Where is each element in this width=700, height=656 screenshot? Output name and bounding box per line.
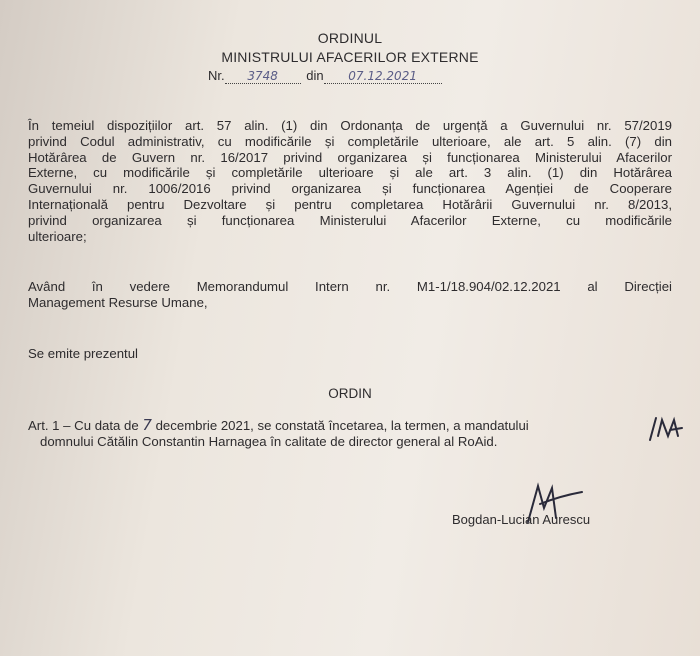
registration-line: [208, 68, 442, 84]
registration-number: 3748: [247, 69, 278, 83]
issuance-statement: Se emite prezentul: [28, 346, 138, 361]
article-text: decembrie 2021, se constată încetarea, la termen, a mandatului: [155, 418, 529, 433]
legal-basis-paragraph: [28, 118, 672, 244]
din-label: din: [306, 68, 324, 83]
issue-date: 07.12.2021: [348, 69, 417, 83]
article-line: domnului Cătălin Constantin Harnagea în calitate de director general al RoAid.: [40, 433, 498, 449]
margin-initials: [646, 414, 688, 444]
article-intro: Art. 1 – Cu data de: [28, 418, 139, 433]
legal-basis-line: Hotărârea de Guvern nr. 16/2017 privind organizarea și funcționarea Ministerului Afacerilor: [28, 149, 672, 165]
order-heading: ORDIN: [328, 386, 372, 401]
memorandum-line: Având în vedere Memorandumul Intern nr. M1-1/18.904/02.12.2021 al Direcției: [28, 279, 672, 294]
legal-basis-line: ulterioare;: [28, 228, 87, 244]
legal-basis-line: Externe, cu modificările și completările ulterioare și ale art. 3 alin. (1) din Hotărârea: [28, 165, 672, 181]
ministry-heading: MINISTRULUI AFACERILOR EXTERNE: [221, 49, 479, 65]
signatory-name: Bogdan-Lucian Aurescu: [452, 512, 591, 527]
initials-stroke: [650, 418, 682, 440]
nr-label: Nr.: [208, 68, 225, 83]
legal-basis-line: Internațională pentru Dezvoltare și pentru completarea Hotărârii Guvernului nr. 8/2013,: [28, 196, 672, 212]
legal-basis-line: Guvernului nr. 1006/2016 privind organizarea și funcționarea Agenției de Cooperare: [28, 181, 672, 197]
legal-basis-line: privind organizarea și funcționarea Ministerului Afacerilor Externe, cu modificările: [28, 212, 672, 228]
document-title: ORDINUL: [317, 30, 383, 46]
article-1: [28, 418, 672, 450]
handwritten-day: 7: [142, 416, 152, 434]
memorandum-paragraph: [28, 279, 672, 311]
legal-basis-line: privind Codul administrativ, cu modificările și completările ulterioare, ale art. 5 alin. (7) din: [28, 133, 672, 149]
legal-basis-line: În temeiul dispozițiilor art. 57 alin. (1) din Ordonanța de urgență a Guvernului nr. 57/2019: [28, 118, 672, 133]
memorandum-line: Management Resurse Umane,: [28, 294, 208, 310]
article-line: [28, 418, 672, 434]
